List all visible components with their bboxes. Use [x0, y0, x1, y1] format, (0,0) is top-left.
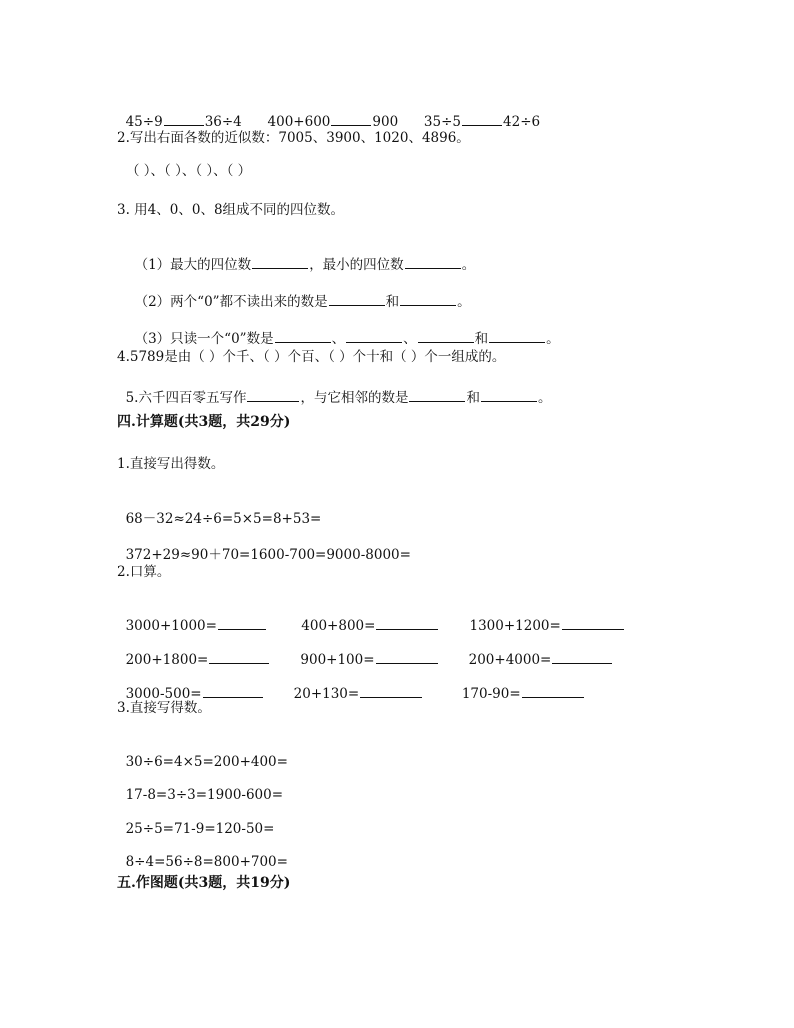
answer-blank[interactable]	[376, 616, 438, 630]
calc-2-row	[117, 598, 625, 635]
answer-blank[interactable]	[346, 329, 402, 343]
answer-blank[interactable]	[552, 650, 612, 664]
answer-blank[interactable]	[481, 388, 537, 402]
question-4: 4.5789是由（ ）个千、（ ）个百、（ ）个十和（ ）个一组成的。	[117, 349, 506, 365]
expr: 200+1800=	[125, 652, 209, 668]
calc-2-row	[117, 632, 613, 669]
section-4-title: 四.计算题(共3题，共29分)	[117, 414, 291, 430]
expr: 4×5=	[173, 754, 214, 770]
answer-blank[interactable]	[409, 388, 465, 402]
answer-blank[interactable]	[376, 650, 438, 664]
answer-blank[interactable]	[489, 329, 545, 343]
text: 和	[474, 331, 489, 347]
calc-3-row	[117, 835, 288, 871]
text: 。	[546, 331, 560, 347]
answer-blank[interactable]	[522, 684, 584, 698]
question-3-part3	[126, 311, 560, 348]
calc-3-row	[117, 735, 288, 771]
expr: 3÷3=	[167, 787, 208, 803]
answer-blank[interactable]	[562, 616, 624, 630]
question-2-answers: （ ）、（ ）、（ ）、（ ）	[126, 163, 252, 179]
answer-blank[interactable]	[252, 255, 308, 269]
expr: 24÷6=	[184, 511, 234, 527]
calc-2-title: 2.口算。	[117, 564, 171, 580]
answer-blank[interactable]	[418, 329, 474, 343]
answer-blank[interactable]	[203, 684, 263, 698]
expr: 35÷5	[423, 114, 462, 130]
expr: 17-8=	[125, 787, 168, 803]
text: 5.六千四百零五写作	[125, 390, 247, 406]
text: 和	[385, 294, 400, 310]
expr: 1900-600=	[207, 787, 284, 803]
answer-blank[interactable]	[164, 112, 204, 126]
calc-3-row	[117, 768, 283, 804]
calc-3-row	[117, 802, 274, 838]
expr: 20+130=	[293, 686, 360, 702]
answer-blank[interactable]	[360, 684, 422, 698]
expr: 3000+1000=	[125, 618, 217, 634]
expr: 8+53=	[272, 511, 322, 527]
text: （2）两个“0”都不读出来的数是	[134, 294, 328, 310]
expr: 36÷4	[204, 114, 242, 130]
text: 、	[403, 331, 417, 347]
expr: 9000-8000=	[326, 547, 411, 563]
expr: 56÷8=	[165, 854, 214, 870]
expr: 900+100=	[300, 652, 375, 668]
answer-blank[interactable]	[209, 650, 269, 664]
expr: 400+600	[267, 114, 331, 130]
text: 。	[461, 257, 476, 273]
question-2: 2.写出右面各数的近似数：7005、3900、1020、4896。	[117, 130, 470, 146]
answer-blank[interactable]	[275, 329, 331, 343]
expr: 71-9=	[173, 821, 216, 837]
calc-2-row	[117, 666, 585, 703]
question-5	[117, 370, 551, 407]
expr: 200+400=	[213, 754, 288, 770]
text: ，与它相邻的数是	[300, 390, 409, 406]
calc-3-title: 3.直接写得数。	[117, 700, 211, 716]
text: ，最小的四位数	[309, 257, 404, 273]
expr: 30÷6=	[125, 754, 174, 770]
text: 。	[457, 294, 471, 310]
expr: 45÷9	[125, 114, 163, 130]
expr: 200+4000=	[468, 652, 552, 668]
answer-blank[interactable]	[462, 112, 502, 126]
calc-1-row	[117, 492, 321, 528]
expr: 68－32≈	[125, 511, 185, 527]
expr: 25÷5=	[125, 821, 174, 837]
calc-1-row	[117, 528, 411, 564]
section-5-title: 五.作图题(共3题，共19分)	[117, 875, 291, 891]
expr: 1300+1200=	[469, 618, 561, 634]
question-3-part1	[126, 237, 475, 274]
expr: 42÷6	[503, 114, 541, 130]
expr: 120-50=	[215, 821, 275, 837]
compare-row	[117, 94, 540, 131]
question-3-part2	[126, 274, 471, 311]
question-3-title: 3. 用4、0、0、8组成不同的四位数。	[117, 202, 345, 218]
expr: 3000-500=	[125, 686, 202, 702]
calc-1-title: 1.直接写出得数。	[117, 456, 225, 472]
text: 、	[331, 331, 346, 347]
answer-blank[interactable]	[331, 112, 371, 126]
expr: 8÷4=	[125, 854, 166, 870]
expr: 90＋70=	[191, 547, 251, 563]
text: （3）只读一个“0”数是	[134, 331, 274, 347]
answer-blank[interactable]	[218, 616, 266, 630]
expr: 5×5=	[233, 511, 273, 527]
expr: 1600-700=	[250, 547, 327, 563]
text: 。	[537, 390, 552, 406]
expr: 372+29≈	[125, 547, 192, 563]
answer-blank[interactable]	[329, 292, 385, 306]
expr: 900	[372, 114, 399, 130]
text: （1）最大的四位数	[134, 257, 252, 273]
expr: 170-90=	[461, 686, 521, 702]
answer-blank[interactable]	[247, 388, 299, 402]
text: 和	[466, 390, 480, 406]
expr: 400+800=	[301, 618, 376, 634]
answer-blank[interactable]	[405, 255, 461, 269]
expr: 800+700=	[213, 854, 288, 870]
answer-blank[interactable]	[400, 292, 456, 306]
